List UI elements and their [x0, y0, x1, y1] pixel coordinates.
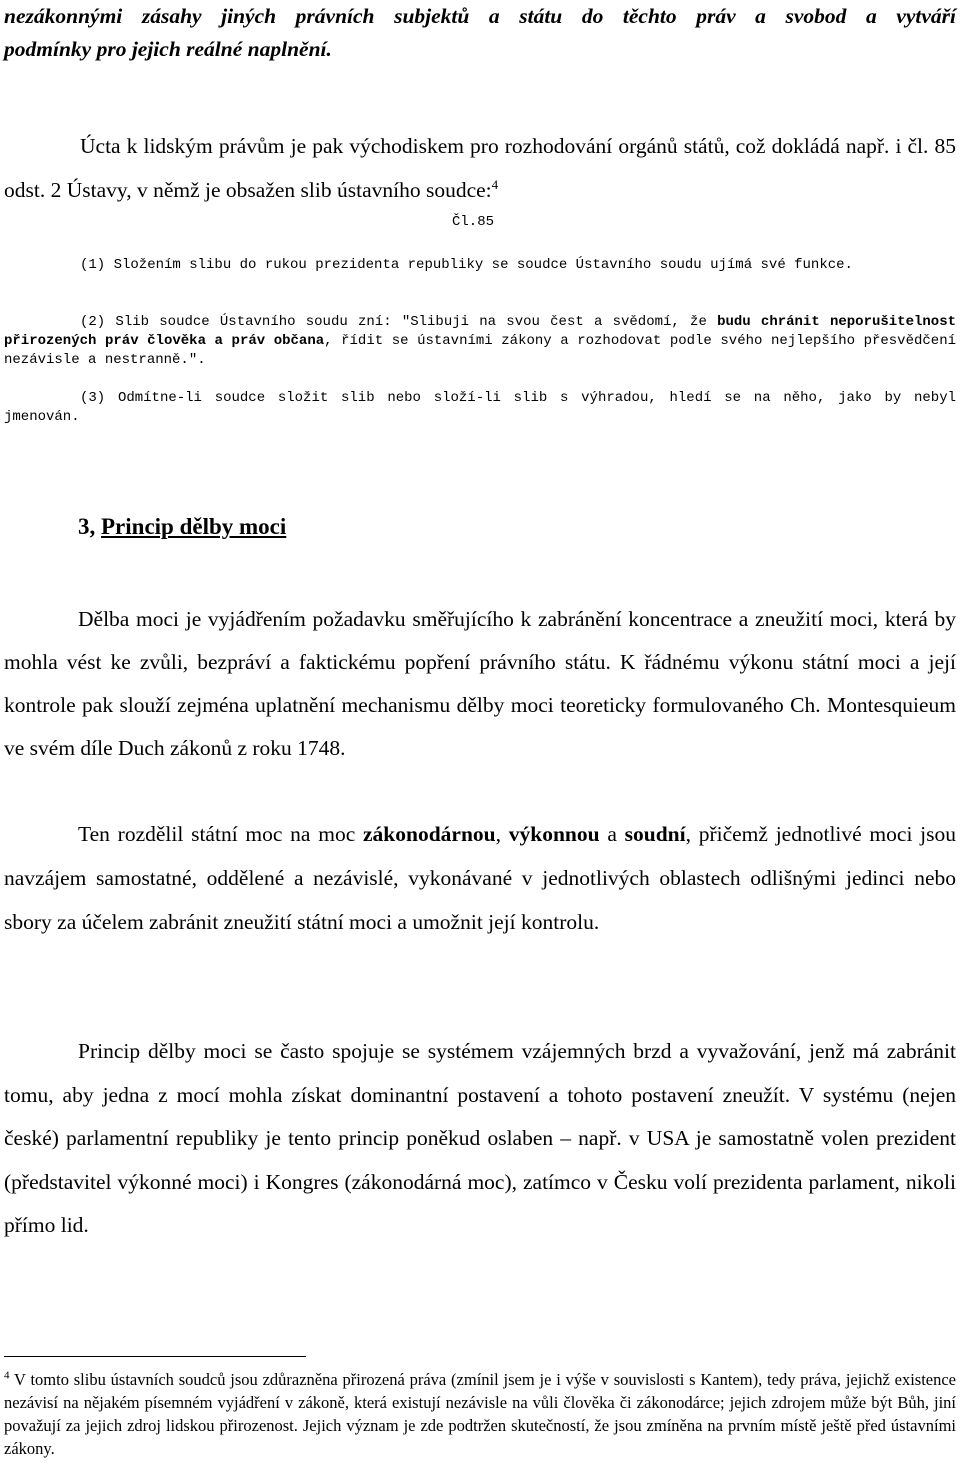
power-judicial: soudní: [624, 822, 686, 846]
body-paragraph-2-text-c: , přičemž jednotlivé moci jsou navzájem samostatné, oddělené a nezávislé, vykonávané v jednotlivých oblastech odlišnými jedinci nebo sbory za účelem zabránit zneužití státní moci a umožnit její kontrolu.: [4, 822, 957, 934]
section-heading: [78, 514, 286, 540]
article-para-2-bold: budu chránit neporušitelnost přirozených práv člověka a práv občana: [4, 314, 956, 349]
article-para-3: [4, 389, 956, 427]
body-paragraph-3-text: Princip dělby moci se často spojuje se systémem vzájemných brzd a vyvažování, jenž má zabránit tomu, aby jedna z mocí mohla získat dominantní postavení a tohoto postavení zneužít. V systému (nejen české) parlamentní republiky je tento princip poněkud oslaben – např. v USA je samostatně volen prezident (představitel výkonné moci) i Kongres (zákonodárná moc), zatímco v Česku volí prezidenta parlament, nikoli přímo lid.: [4, 1039, 956, 1237]
intro-line-2: podmínky pro jejich reálné naplnění.: [4, 37, 332, 61]
section-number: 3,: [78, 514, 96, 539]
footnote-reference: 4: [491, 176, 499, 192]
article-para-3-text: (3) Odmítne-li soudce složit slib nebo složí-li slib s výhradou, hledí se na něho, jako by nebyl jmenován.: [4, 390, 956, 425]
footnote: [4, 1368, 956, 1460]
respect-text: Úcta k lidským právům je pak východiskem pro rozhodování orgánů států, což dokládá např. i čl. 85 odst. 2 Ústavy, v němž je obsažen slib ústavního soudce:: [4, 134, 956, 202]
article-heading: Čl.85: [452, 214, 495, 230]
article-para-2: [4, 313, 956, 370]
article-para-1-text: (1) Složením slibu do rukou prezidenta republiky se soudce Ústavního soudu ujímá své funkce.: [80, 257, 853, 273]
section-title: Princip dělby moci: [101, 514, 287, 539]
respect-paragraph: [4, 124, 956, 212]
intro-line-1: nezákonnými zásahy jiných právních subjektů a státu do těchto práv a svobod a vytváří: [4, 4, 956, 28]
intro-paragraph: [4, 0, 956, 66]
power-executive: výkonnou: [508, 822, 600, 846]
article-para-2-text-a: (2) Slib soudce Ústavního soudu zní: "Slibuji na svou čest a svědomí, že: [80, 314, 718, 330]
body-paragraph-2-text-a: Ten rozdělil státní moc na moc: [78, 822, 363, 846]
body-paragraph-1-text: Dělba moci je vyjádřením požadavku směřujícího k zabránění koncentrace a zneužití moci, která by mohla vést ke zvůli, bezpráví a faktickému popření právního státu. K řádnému výkonu státní moci a její kontrole pak slouží zejména uplatnění mechanismu dělby moci teoreticky formulovaného Ch. Montesquieum ve svém díle Duch zákonů z roku 1748.: [4, 607, 956, 760]
body-paragraph-3: [4, 1030, 956, 1248]
footnote-mark: 4: [4, 1369, 10, 1382]
sep-2: a: [599, 822, 625, 846]
footnote-text: V tomto slibu ústavních soudců jsou zdůrazněna přirozená práva (zmínil jsem je i výše v souvislosti s Kantem), tedy práva, jejichž existence nezávisí na nějakém písemném vyjádření v zákoně, která existují nezávisle na vůli člověka či zákonodárce; jejich zdrojem může být Bůh, jiní považují za jejich zdroj lidskou přirozenost. Jejich význam je zde podtržen skutečností, že jsou zmíněna na prvním místě ještě před ústavními zákony.: [4, 1370, 956, 1458]
footnote-separator: [4, 1356, 306, 1357]
body-paragraph-2: [4, 812, 956, 944]
sep-1: ,: [495, 822, 509, 846]
body-paragraph-1: [4, 598, 956, 770]
article-para-2-text-b: , řídit se ústavními zákony a rozhodovat podle svého nejlepšího přesvědčení nezávisle a nestranně.".: [4, 333, 956, 368]
power-legislative: zákonodárnou: [362, 822, 496, 846]
article-para-1: [4, 256, 956, 275]
